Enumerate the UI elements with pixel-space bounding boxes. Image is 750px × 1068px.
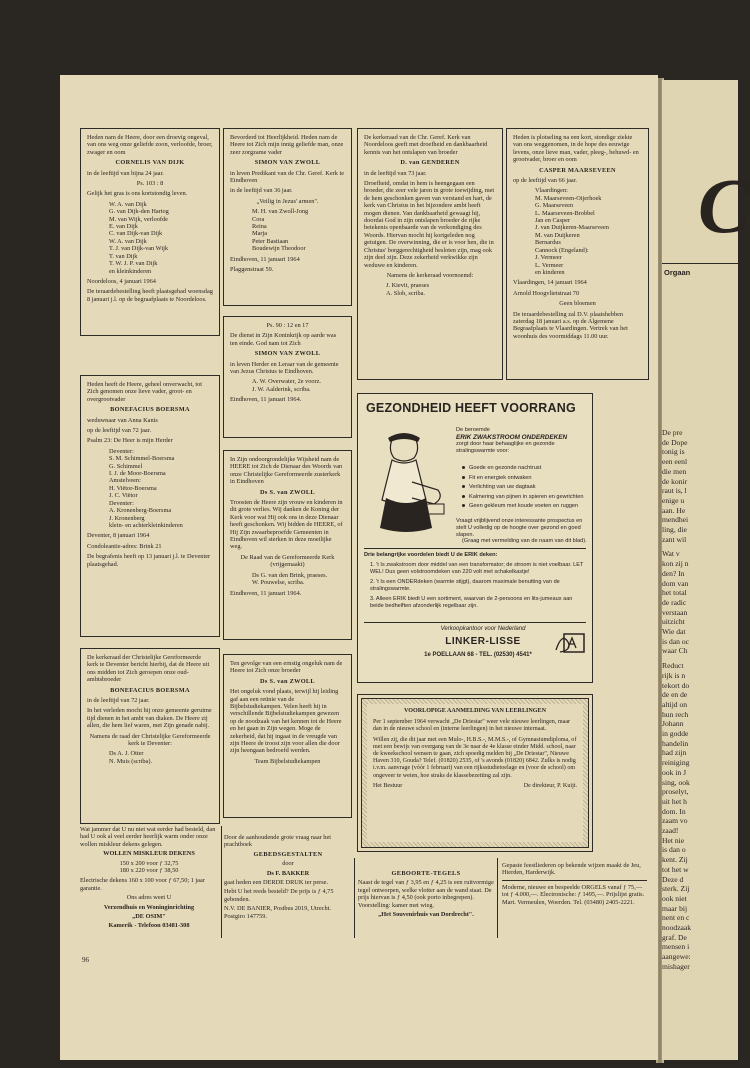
family-member: T. W. J. P. van Dijk <box>109 260 158 268</box>
deceased-name: BONEFACIUS BOERSMA <box>110 686 190 694</box>
signer: A. W. Overwater, 2e voorz. <box>252 378 321 386</box>
notice-address: Condoleantie-adres: Brink 21 <box>87 542 162 550</box>
verse-text: Psalm 23: De Heer is mijn Herder <box>87 437 173 445</box>
notice-place-date: Eindhoven, 11 januari 1964 <box>230 255 300 263</box>
article-line: Wat v <box>662 549 680 559</box>
signers-list <box>87 750 213 765</box>
ad-body: Naast de tegel van ƒ 3,95 en ƒ 4,25 is een ruitvormige tegel ontworpen, welke vlotter aan de wand staat. De prijs hiervan is ƒ 4,50 (ook porto inbegrepen). Voorstelling: kamer met wieg. <box>358 879 494 909</box>
ad-lead <box>456 427 588 455</box>
ad-company: „Het Souvenirhuis van Dordrecht". <box>378 911 474 919</box>
family-member: M. Maarseveen-Oijerhoek <box>535 194 602 202</box>
article-line: Reduct <box>662 661 684 671</box>
notice-intro: Bevorderd tot Heerlijkheid. Heden nam de Heere tot Zich mijn innig geliefde man, onze zeer zorgzame vader <box>230 134 344 156</box>
family-member: en kleinkinderen <box>109 267 152 275</box>
notice-place-date: Eindhoven, 11 januari 1964. <box>230 396 302 404</box>
signer: J. Kievit, praeses <box>386 282 430 290</box>
article-line: mensen i <box>662 942 690 952</box>
ad-brand: „DE OSIM" <box>132 913 166 921</box>
deceased-name: Ds S. van ZWOLL <box>260 677 315 685</box>
notice-address: Plaggenstraat 59. <box>230 266 274 274</box>
death-notice-van-zwoll-sister-church <box>223 450 352 640</box>
family-member: Reina <box>252 223 267 231</box>
geboorte-tegels-ad <box>358 870 494 920</box>
bullet-item <box>462 502 590 512</box>
notice-place-date: Deventer, 8 januari 1964 <box>87 532 150 540</box>
article-line: tekort do <box>662 680 690 690</box>
article-line: tonig is <box>662 447 685 457</box>
article-line: dom. In <box>662 806 686 816</box>
divider <box>502 880 647 881</box>
family-member: G. Schimmel <box>109 462 143 470</box>
sales-address: 1e POELLAAN 68 - TEL. (02530) 4541* <box>424 652 532 658</box>
article-line: maar bij <box>662 903 688 913</box>
family-member: C. van Dijk-van Dijk <box>109 230 163 238</box>
benefit-item: 1. 't Is zwakstroom door middel van een transformator; de stroom is niet voelbaar. LET WEL! Dus geen volstroomdeken van 220 volt met schakelkastje! <box>370 562 584 575</box>
bullet-item <box>462 474 590 484</box>
bullet-icon <box>462 485 465 488</box>
family-member: L. Vermeer <box>535 261 564 269</box>
death-notice-boersma-church <box>80 648 220 824</box>
article-line: kent. Zij <box>662 855 688 865</box>
family-member: Boudewijn Theodoor <box>252 245 306 253</box>
signer: A. Slob, scriba. <box>386 289 426 297</box>
ad-intro: Wat jammer dat U nu niet wat eerder had besteld, dan had U ook al veel eerder heerlijk warm onder onze wollen miskleur dekens gelegen. <box>80 826 216 848</box>
article-line: ling, die <box>662 525 687 534</box>
deceased-name: D. van GENDEREN <box>400 159 460 167</box>
family-list <box>513 187 642 276</box>
article-line: raut is, l <box>662 486 687 496</box>
family-member: Peter Bastiaan <box>252 237 289 245</box>
ad-company: Verzendhuis en Woninginrichting <box>103 903 195 911</box>
article-line: handelin <box>662 738 689 748</box>
bullet-icon <box>462 466 465 469</box>
verse-reference: Ps. 103 : 8 <box>136 180 164 188</box>
bullet-text: Fit en energiek ontwaken <box>469 474 532 481</box>
article-line: reiniging <box>662 758 690 768</box>
ad-headline: GEZONDHEID HEEFT VOORRANG <box>366 401 576 415</box>
request-note: (Graag met vermelding van de naam van dit blad). <box>462 538 587 544</box>
sales-name: LINKER-LISSE <box>445 636 521 647</box>
article-line: aan. He <box>662 505 686 515</box>
article-line: graf. De <box>662 932 687 942</box>
product-name: ERIK ZWAKSTROOM ONDERDEKEN <box>456 434 568 441</box>
article-line: de radic <box>662 597 687 607</box>
ad-title: WOLLEN MISKLEUR DEKENS <box>103 850 195 858</box>
bullet-text: Verlichting van uw dagtaak <box>469 484 536 491</box>
family-member: Cannock (Engeland): <box>535 246 589 254</box>
signer: Ds A. J. Otter <box>109 750 144 758</box>
article-line: enige u <box>662 495 685 505</box>
death-notice-van-zwoll-church <box>223 316 352 438</box>
article-line: Deze d <box>662 874 684 884</box>
burial-info: De begrafenis heeft op 13 januari j.l. te Deventer plaatsgehad. <box>87 553 211 568</box>
gebedsgestalten-book-ad <box>224 834 352 922</box>
signer: N. Muis (scriba). <box>109 757 153 765</box>
school-enrollment-notice <box>357 694 593 852</box>
page-number: 96 <box>82 956 89 964</box>
family-member: Bernardus <box>535 239 561 247</box>
verse-text: Gelijk het gras is ons kortstondig leven. <box>87 190 188 198</box>
family-member: I. J. de Moor-Boersma <box>109 470 166 478</box>
signer: J. W. Aalderink, scriba. <box>252 385 311 393</box>
notice-intro: Heden heeft de Heere, geheel onverwacht, tot Zich genomen onze lieve vader, groot- en overgrootvader <box>87 381 203 403</box>
linker-lisse-logo-icon <box>554 630 586 656</box>
article-line: is dan oc <box>662 636 689 646</box>
death-notice-van-zwoll-team <box>223 654 352 818</box>
signer: W. Pouwelse, scriba. <box>252 579 305 587</box>
family-member: Deventer: <box>109 499 134 507</box>
family-member: E. van Dijk <box>109 223 138 231</box>
notice-intro: Heden is plotseling na een kort, stondige ziekte van ons weggenomen, in de hope des eeuwige levens, onze lieve man, vader, pleeg-, behuwd- en grootvader, broer en oom <box>513 134 639 164</box>
notice-paragraph: Per 1 september 1964 verwacht „De Driestar" weer vele nieuwe leerlingen, maar dan in de nieuwe school en (interne leerlingen) in het nieuwe internaat. <box>373 719 571 733</box>
deceased-name: BONEFACIUS BOERSMA <box>110 406 190 414</box>
family-member: G. Maarseveen <box>535 202 574 210</box>
feestliederen-orgels-ad <box>502 862 647 908</box>
divider <box>364 548 586 549</box>
notice-age: in de leeftijd van 72 jaar. <box>87 697 150 705</box>
bullet-text: Goede en gezonde nachtrust <box>469 465 542 471</box>
notice-intro: De kerkeraad van de Chr. Geref. Kerk van Noordeloos geeft met droefheid en dankbaarheid kennis van het ontslapen van broeder <box>364 134 488 156</box>
book-by: door <box>282 860 294 868</box>
osim-blanket-ad <box>80 826 218 932</box>
notice-body: Droefheid, omdat in hem is heengegaan een broeder, die zeer vele jaren in grote toewijding, met de hem geschonken gaven van verstand en hart, de kerk van Christus in het bijzondere ambt heeft mogen dienen. Van dankbaarheid gewaagt hij, doordat God in zijn ontslapen broeder de rijke betekenis openbaarde van de verkondiging des Woords. Hiervan mocht hij kortgeleden nog getuigen. De overwinning, die er is voor hen, die in Christus' borggerechtigheid besloten zijn, mag ook zijn deel zijn. Deze zekerheid verkwikke zijn weduwe en kinderen. <box>364 180 495 269</box>
family-member: T. van Dijk <box>109 252 138 260</box>
nurse-illustration-icon <box>362 426 448 534</box>
masthead-letter: C <box>698 162 750 249</box>
notice-intro: De dienst in Zijn Koninkrijk op aarde was ten einde. God nam tot Zich <box>230 332 337 347</box>
signers-list <box>230 572 345 587</box>
signature-board: Het Bestuur <box>373 782 403 789</box>
family-member: J. Vermeer <box>535 254 562 262</box>
article-line: rijk is n <box>662 670 686 680</box>
article-line: verstaan <box>662 607 688 617</box>
notice-signoff: De Raad van de Gereformeerde Kerk (vrijgemaakt) <box>240 553 335 569</box>
family-member: T. J. van Dijk-van Wijk <box>109 245 168 253</box>
family-member: W. A. van Dijk <box>109 237 147 245</box>
signers-list <box>230 378 345 393</box>
ad-title: GEBOORTE-TEGELS <box>391 870 461 877</box>
sales-label: Verkoopkantoor voor Nederland <box>440 626 526 632</box>
family-list <box>87 201 213 275</box>
signer: Ds G. van den Brink, praeses. <box>252 571 328 579</box>
notice-role: in leven Predikant van de Chr. Geref. Kerk te Eindhoven <box>230 169 345 185</box>
ad-address-intro: Ons adres weet U <box>126 894 172 902</box>
notice-role: weduwnaar van Anna Kanis <box>87 416 158 424</box>
family-member: Deventer: <box>109 447 134 455</box>
book-author: Ds F. BAKKER <box>266 869 310 877</box>
bullet-text: Geen gekleum met koude voeten en ruggen <box>469 503 579 510</box>
bullet-icon <box>462 495 465 498</box>
deceased-name: CORNELIS VAN DIJK <box>115 159 185 167</box>
article-line: de en de <box>662 690 688 700</box>
notice-paragraph: Willen zij, die dit jaar met een Mulo-, H.B.S.-, M.M.S.-, of Gymnasiumdiploma, of met een bewijs van overgang van de 3e naar de 4e klasse einder Midd. school, naar de kweekschool wensen te gaan, zich spoedig melden bij „De Driestar", Nieuwe Haven 310, Gouda? Telef. (01820) 2535, of 's avonds (01820) 6842. Zulks is nodig i.v.m. aanvrage (vóór 1 februari) van een rijksstudietoelage en (voor de school) om ongeveer te weten, hoe straks de klassebezetting zal zijn. <box>373 736 577 779</box>
notice-body <box>367 704 583 842</box>
right-page <box>662 80 750 1060</box>
deceased-name: Ds S. van ZWOLL <box>260 488 315 496</box>
article-line: een eenl <box>662 457 688 467</box>
article-line: uit het h <box>662 796 687 806</box>
burial-info: De teraardebestelling heeft plaatsgehad woensdag 8 januari j.l. op de begraafplaats te Noordeloos. <box>87 288 213 303</box>
notice-signoff: Namens de kerkeraad voornoemd: <box>386 271 474 279</box>
notice-role: in leven Herder en Leraar van de gemeente van Jezus Christus te Eindhoven. <box>230 360 339 376</box>
ad-contact: Kamerik - Telefoon 03481-308 <box>108 922 190 930</box>
family-list <box>87 448 213 529</box>
ad-electric: Electrische dekens 160 x 100 voor ƒ 67,50; 1 jaar garantie. <box>80 877 205 892</box>
notice-body: Het ongeluk vond plaats, terwijl hij leiding gaf aan een reünie van de Bijbelstudiekampen. Velen heeft hij in verschillende Bijbelstudiekampen gewezen op de noodzaak van het kennen tot de Heere en het gaan in Zijn wegen. Moge de zekerheid, dat hij ingaat in de vreugde van zijn Heere de troost zijn voor allen die door zijn heengaan bedroefd werden. <box>230 688 342 755</box>
notice-signoff: Team Bijbelstudiekampen <box>254 757 321 765</box>
family-member: A. Kronenberg-Boersma <box>109 507 172 515</box>
ad-body: Gepaste feestliederen op bekende wijzen maakt de Jeu, Hierden, Harderwijk. <box>502 862 641 877</box>
notice-intro: De kerkeraad der Christelijke Gereformeerde kerk te Deventer bericht hierbij, dat de Heere uit ons midden tot Zich geroepen onze oud-ambtsbroeder <box>87 654 210 684</box>
verse-reference: Ps. 90 : 12 en 17 <box>266 322 309 329</box>
benefit-item: 2. 't Is een ONDERdeken (warmte stijgt), daarom maximale benutting van de stralingswarmte. <box>370 579 560 592</box>
family-member: J. van Duijkeren-Maarseveen <box>535 224 609 232</box>
article-line: proselyt, <box>662 787 689 797</box>
article-line: ook in J <box>662 767 687 777</box>
article-line: Het nie <box>662 835 685 845</box>
notice-signatures <box>373 783 577 790</box>
article-line: altijd on <box>662 699 688 709</box>
notice-age: op de leeftijd van 66 jaar. <box>513 177 577 185</box>
bullet-item <box>462 493 590 503</box>
erik-blanket-ad <box>357 393 593 683</box>
ad-intro: Door de aanhoudende grote vraag naar het prachtboek <box>224 834 331 849</box>
family-member: Jan en Casper <box>535 217 570 225</box>
bullet-item <box>462 464 590 474</box>
article-line: zant wil <box>662 534 687 544</box>
burial-info: De teraardebestelling zal D.V. plaatshebben zaterdag 18 januari a.s. op de Algemene Begraafplaats te Vlaardingen. Vertrek van het woonhuis des voormiddags 11.00 uur. <box>513 310 628 340</box>
notice-place-date: Vlaardingen, 14 januari 1964 <box>513 279 587 287</box>
notice-flowers: Geen bloemen <box>559 300 596 308</box>
notice-age: op de leeftijd van 72 jaar. <box>87 427 151 435</box>
notice-address: Arnold Hoogvlietstraat 70 <box>513 289 580 297</box>
article-line: noodzaak <box>662 923 692 932</box>
article-line: had zijn <box>662 748 687 758</box>
article-line: uitzicht <box>662 617 685 627</box>
family-member: L. Maarseveen-Brobbel <box>535 209 595 217</box>
divider <box>662 263 738 264</box>
bullet-icon <box>462 504 465 507</box>
family-member: J. Kronenberg <box>109 514 145 522</box>
notice-quote: „Veilig in Jezus' armen". <box>256 197 319 205</box>
notice-intro: Heden nam de Heere, door een droevig ongeval, van ons weg onze geliefde zoon, verloofde, broer, zwager en oom <box>87 134 213 156</box>
family-member: Marja <box>252 230 268 238</box>
article-line: is dan o <box>662 845 686 855</box>
column-rule <box>497 858 498 938</box>
article-line: kon zij n <box>662 559 689 569</box>
divider <box>364 622 586 623</box>
prospectus-request: Vraagt vrijblijvend onze interessante prospectus en stelt U volledig op de hoogte over gezond en goed slapen. <box>456 518 583 538</box>
notice-age: in de leeftijd van 73 jaar. <box>364 169 427 177</box>
book-title: GEBEDSGESTALTEN <box>253 850 323 858</box>
notice-place-date: Noordeloos, 4 januari 1964 <box>87 277 156 285</box>
notice-intro: In Zijn ondoorgrondelijke Wijsheid nam de HEERE tot Zich de Dienaar des Woords van onze Christelijke Gereformeerde zusterkerk in Eindhoven <box>230 456 343 486</box>
article-line: hun rech <box>662 709 689 719</box>
bullet-text: Kalmering van pijnen in spieren en gewrichten <box>469 493 584 500</box>
notice-age: in de leeftijd van bijna 24 jaar. <box>87 169 164 177</box>
article-line: waar Ch <box>662 646 688 656</box>
notice-intro: Ten gevolge van een ernstig ongeluk nam de Heere tot Zich onze broeder <box>230 660 343 675</box>
article-line: zaam vo <box>662 816 688 826</box>
article-line: den? In <box>662 568 685 578</box>
death-notice-van-dijk <box>80 128 220 336</box>
article-line: aangewe: <box>662 952 691 962</box>
price-list <box>80 860 218 875</box>
article-line: in godde <box>662 729 689 738</box>
article-line: het total <box>662 588 687 598</box>
benefit-item: 3. Alleen ERIK biedt U een sortiment, waarvan de 2-persoons en lits-jumeaux aan beide bedhelften afzonderlijk regelbaar zijn. <box>370 596 573 609</box>
signature-director: De direkteur, P. Kuijt. <box>523 782 577 789</box>
article-line: de Dope <box>662 437 688 447</box>
notice-signoff: Namens de raad der Christelijke Gereformeerde kerk te Deventer: <box>89 732 211 748</box>
family-member: klein- en achterkleinkinderen <box>109 521 183 529</box>
signers-list <box>364 282 496 297</box>
family-member: en kinderen <box>535 268 565 276</box>
notice-title: VOORLOPIGE AANMELDING VAN LEERLINGEN <box>403 708 547 714</box>
family-member: M. H. van Zwoll-Jong <box>252 208 309 216</box>
article-line: Johann <box>662 719 684 729</box>
article-line: ook niet <box>662 893 687 903</box>
deceased-name: SIMON VAN ZWOLL <box>254 350 321 358</box>
column-rule <box>354 858 355 938</box>
notice-age: in de leeftijd van 36 jaar. <box>230 187 293 195</box>
notice-body: In het verleden mocht hij onze gemeente geruime tijd dienen in het ambt van diaken. De Heere zij allen, die hem lief waren, met Zijn genade nabij. <box>87 707 212 730</box>
family-member: H. Viëtor-Boersma <box>109 484 157 492</box>
bullet-icon <box>462 476 465 479</box>
family-member: Amstelveen: <box>109 477 141 485</box>
benefits-title: Drie belangrijke voordelen biedt U de ERIK deken: <box>364 552 498 558</box>
article-line: sterk. Zij <box>662 884 690 894</box>
book-publisher: N.V. DE BANIER, Postbus 2019, Utrecht. Postgiro 147759. <box>224 905 331 920</box>
article-line: De pre <box>662 428 683 437</box>
book-body: gaat heden een DERDE DRUK ter perse. <box>224 879 329 887</box>
article-line: sing, ook <box>662 777 690 787</box>
notice-place-date: Eindhoven, 11 januari 1964. <box>230 589 302 597</box>
death-notice-maarseveen <box>506 128 649 380</box>
bullet-item <box>462 483 590 493</box>
family-list <box>230 208 345 252</box>
notice-frame <box>361 698 589 848</box>
family-member: J. C. Viëtor <box>109 492 138 500</box>
article-line: Wie dat <box>662 627 686 636</box>
family-member: S. M. Schimmel-Boersma <box>109 455 175 463</box>
deceased-name: CASPER MAARSEVEEN <box>539 166 616 174</box>
family-member: W. A. van Dijk <box>109 200 147 208</box>
death-notice-van-genderen <box>357 128 503 380</box>
deceased-name: SIMON VAN ZWOLL <box>254 159 321 167</box>
article-line: zaad! <box>662 826 679 835</box>
death-notice-van-zwoll-family <box>223 128 352 306</box>
article-line: tot het w <box>662 864 689 874</box>
family-member: Cora <box>252 215 265 223</box>
notice-body: Troosten de Heere zijn vrouw en kinderen in dit grote verlies. Wij danken de Koning der Kerk voor wat Hij ook ons in deze Dienaar heeft geschonken. Wij bidden de HEERE, of Hij Zijn zwaarbeproefde Gemeenten in Eindhoven wil sterken in deze moeilijke weg. <box>230 499 343 551</box>
column-rule <box>221 826 222 938</box>
ad-lead-continued: zorgt door haar behaaglijke en gezonde stralingswarmte voor: <box>456 441 555 454</box>
article-line: nent en c <box>662 913 690 923</box>
ad-lead-text: De beroemde <box>456 427 490 433</box>
family-member: M. van Wijk, verloofde <box>109 215 168 223</box>
article-line: de konir <box>662 476 688 486</box>
article-line: die men <box>662 466 687 476</box>
benefits-list <box>370 562 586 613</box>
family-member: Vlaardingen: <box>535 187 568 195</box>
family-member: M. van Duijkeren <box>535 231 580 239</box>
price-item: 180 x 220 voor ƒ 38,50 <box>119 867 179 875</box>
article-line: mendhei <box>662 515 689 525</box>
masthead-subtitle: Orgaan <box>664 268 691 277</box>
death-notice-boersma-family <box>80 375 220 637</box>
article-line: mishager <box>662 961 690 971</box>
price-item: 150 x 200 voor ƒ 32,75 <box>119 859 179 867</box>
family-member: G. van Dijk-den Hartog <box>109 208 169 216</box>
article-line: dom van <box>662 578 689 588</box>
ad-body-2: Moderne, nieuwe en bespeelde ORGELS vanaf ƒ 75,— tot ƒ 4.000,—. Electronische: ƒ 1495,—. Prijslijst gratis. Mart. Vermeulen, Woerden. Tel. (03480) 2405-2221. <box>502 883 645 906</box>
benefit-bullets <box>462 464 590 512</box>
book-question: Hebt U het reeds besteld? De prijs is ƒ 4,75 gebonden. <box>224 888 334 903</box>
